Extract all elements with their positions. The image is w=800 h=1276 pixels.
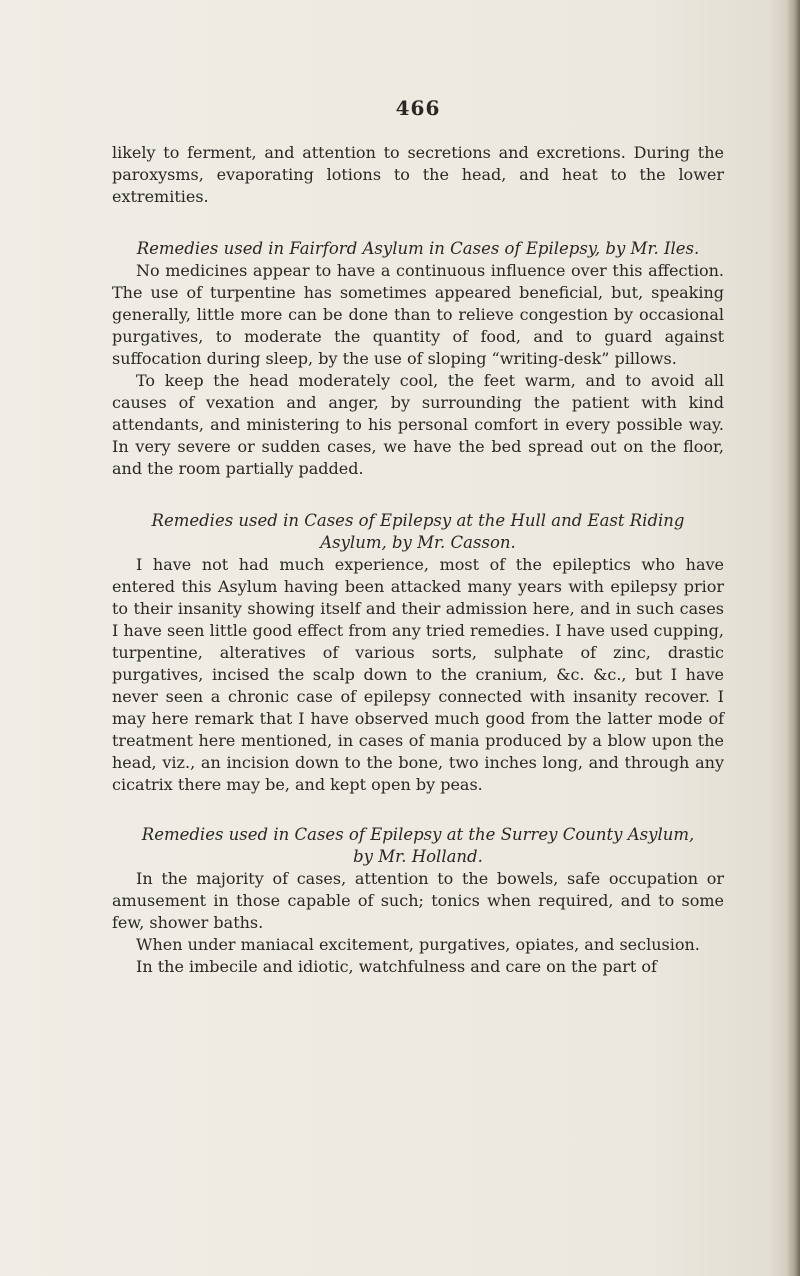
surrey-paragraph-2: When under maniacal excitement, purgatives, opiates, and seclusion. xyxy=(136,935,700,954)
hull-paragraph-1: I have not had much experience, most of the epileptics who have entered this Asylum having been attacked many years with epilepsy prior to their insanity showing itself and their admission here, and in such cases I have seen little good effect from any tried remedies. I have used cupping, turpentine, alteratives of various sorts, sulphate of zinc, drastic purgatives, incised the scalp down to the cranium, &c. &c., but I have never seen a chronic case of epilepsy connected with insanity recover. I may here remark that I have observed much good from the latter mode of treatment here mentioned, in cases of mania produced by a blow upon the head, viz., an incision down to the bone, two inches long, and through any cicatrix there may be, and kept open by peas. xyxy=(112,555,724,794)
section-heading-fairford: Remedies used in Fairford Asylum in Cases of Epilepsy, by Mr. Iles. xyxy=(136,239,700,258)
surrey-paragraph-1: In the majority of cases, attention to the bowels, safe occupation or amusement in those capable of such; tonics when required, and to some few, shower baths. xyxy=(112,869,724,932)
page-number: 466 xyxy=(395,96,441,120)
page-content xyxy=(112,96,724,978)
section-heading-surrey: Remedies used in Cases of Epilepsy at the Surrey County Asylum, by Mr. Holland. xyxy=(141,825,695,866)
section-heading-hull: Remedies used in Cases of Epilepsy at the Hull and East Riding Asylum, by Mr. Casson. xyxy=(151,511,685,552)
fairford-paragraph-1: No medicines appear to have a continuous influence over this affection. The use of turpentine has sometimes appeared beneficial, but, speaking generally, little more can be done than to relieve congestion by occasional purgatives, to moderate the quantity of food, and to guard against suffocation during sleep, by the use of sloping “writing-desk” pillows. xyxy=(112,261,724,368)
intro-paragraph: likely to ferment, and attention to secretions and excretions. During the paroxysms, evaporating lotions to the head, and heat to the lower extremities. xyxy=(112,143,724,206)
page-binding-shadow xyxy=(786,0,800,1276)
surrey-paragraph-3: In the imbecile and idiotic, watchfulness and care on the part of xyxy=(136,957,657,976)
fairford-paragraph-2: To keep the head moderately cool, the feet warm, and to avoid all causes of vexation and anger, by surrounding the patient with kind attendants, and ministering to his personal comfort in every possible way. In very severe or sudden cases, we have the bed spread out on the floor, and the room partially padded. xyxy=(112,371,724,478)
